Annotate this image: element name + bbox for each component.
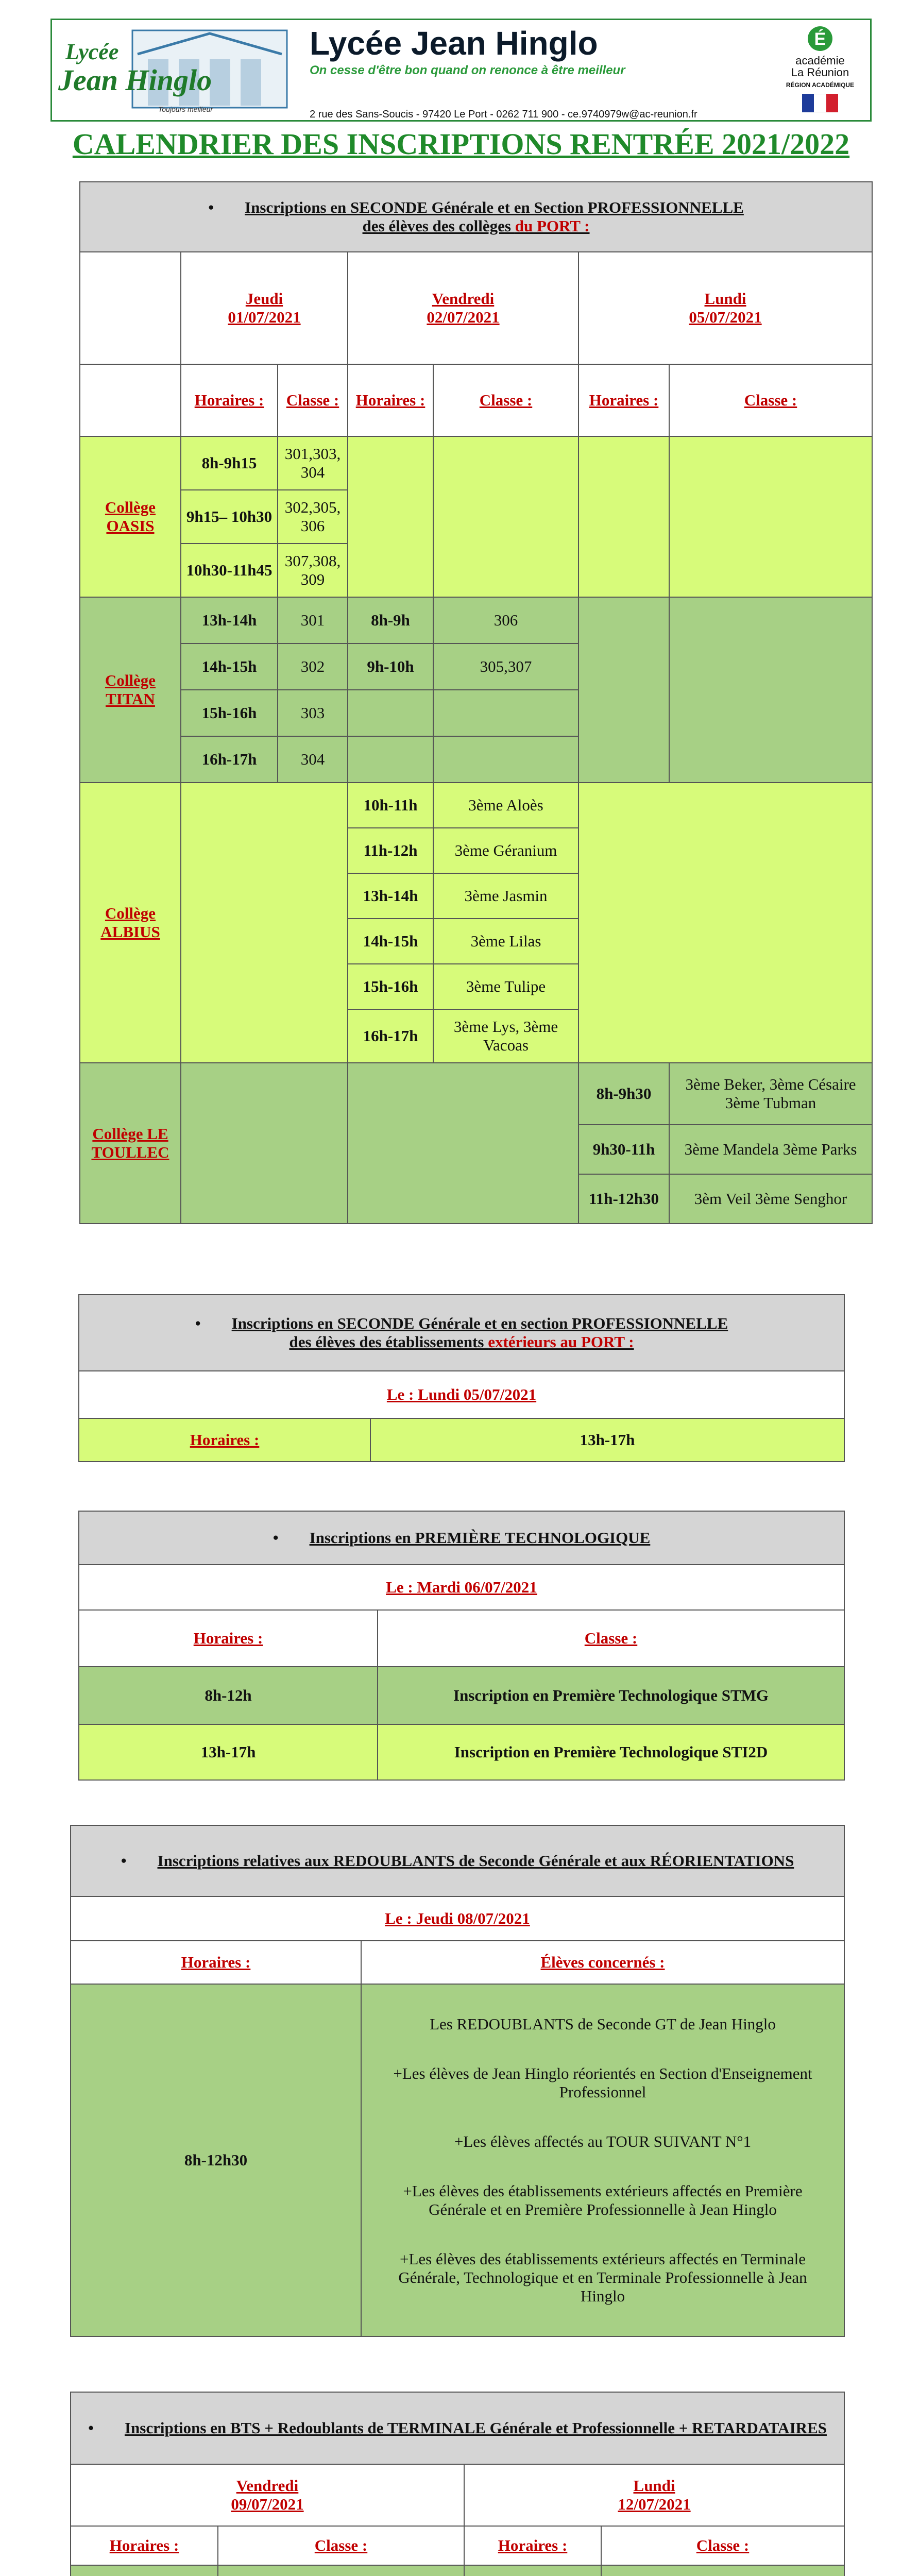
time-slot: 8h-9h30 <box>578 1063 669 1125</box>
time-slot <box>71 2565 218 2576</box>
class-list: 3ème Jasmin <box>433 873 578 919</box>
col-horaires: Horaires : <box>578 364 669 436</box>
academie-name-2: La Réunion <box>791 66 849 79</box>
class-list: 3ème Mandela 3ème Parks <box>669 1125 872 1174</box>
col-classe: Classe : <box>278 364 348 436</box>
class-desc <box>601 2565 844 2576</box>
school-header <box>50 19 872 122</box>
college-titan: Collège TITAN <box>80 597 181 783</box>
section4-date: Le : Jeudi 08/07/2021 <box>385 1909 530 1927</box>
col-horaires: Horaires : <box>181 364 278 436</box>
time-slot: 13h-14h <box>348 873 433 919</box>
class-desc <box>218 2565 464 2576</box>
redoublants-table <box>70 1825 845 2337</box>
class-list: 301,303, 304 <box>278 436 348 490</box>
col-classe: Classe : <box>433 364 578 436</box>
logo-text-2: Jean Hinglo <box>58 63 212 97</box>
section2-date: Le : Lundi 05/07/2021 <box>386 1385 537 1403</box>
bts-table <box>70 2392 845 2576</box>
time-slot: 16h-17h <box>181 736 278 783</box>
col-horaires: Horaires : <box>348 364 433 436</box>
class-list: 303 <box>278 690 348 736</box>
section1-header: • Inscriptions en SECONDE Générale et en Section PROFESSIONNELLE des élèves des collèges du PORT : <box>80 182 872 252</box>
col-classe: Classe : <box>669 364 872 436</box>
class-list: 305,307 <box>433 643 578 690</box>
class-list: 3ème Lys, 3ème Vacoas <box>433 1009 578 1063</box>
class-list: 3ème Tulipe <box>433 964 578 1009</box>
time-slot: 14h-15h <box>348 919 433 964</box>
logo-text-1: Lycée <box>65 39 119 64</box>
school-logo <box>55 23 292 118</box>
class-list: 301 <box>278 597 348 643</box>
day-lundi: Lundi 12/07/2021 <box>464 2464 844 2526</box>
col-horaires: Horaires : <box>464 2526 601 2565</box>
section5-header: • Inscriptions en BTS + Redoublants de TERMINALE Générale et Professionnelle + RETARDATAIRES <box>71 2392 844 2464</box>
page-title: CALENDRIER DES INSCRIPTIONS RENTRÉE 2021/2022 <box>72 127 850 161</box>
eleves-item: +Les élèves de Jean Hinglo réorientés en Section d'Enseignement Professionnel <box>393 2064 812 2101</box>
eleves-list <box>361 1984 844 2336</box>
section4-header: • Inscriptions relatives aux REDOUBLANTS de Seconde Générale et aux RÉORIENTATIONS <box>71 1825 844 1896</box>
school-motto: On cesse d'être bon quand on renonce à être meilleur <box>310 63 625 77</box>
class-list: 3ème Géranium <box>433 828 578 873</box>
college-oasis: Collège OASIS <box>80 436 181 597</box>
school-name: Lycée Jean Hinglo <box>310 25 598 62</box>
time-slot: 11h-12h30 <box>578 1174 669 1224</box>
academie-logo <box>776 25 864 118</box>
class-list: 306 <box>433 597 578 643</box>
eleves-item: +Les élèves des établissements extérieurs affectés en Première Générale et en Première Professionnelle à Jean Hinglo <box>403 2182 803 2218</box>
col-eleves: Élèves concernés : <box>361 1941 844 1984</box>
college-albius: Collège ALBIUS <box>80 783 181 1063</box>
horaires-value: 13h-17h <box>370 1418 844 1462</box>
section3-header: • Inscriptions en PREMIÈRE TECHNOLOGIQUE <box>79 1511 844 1565</box>
class-list: 3ème Lilas <box>433 919 578 964</box>
day-thursday: Jeudi 01/07/2021 <box>181 252 348 364</box>
time-slot: 11h-12h <box>348 828 433 873</box>
class-list: 3èm Veil 3ème Senghor <box>669 1174 872 1224</box>
class-list: 302,305, 306 <box>278 490 348 544</box>
eleves-item: +Les élèves des établissements extérieurs affectés en Terminale Générale, Technologique et en Terminale Professionnelle à Jean Hinglo <box>398 2250 807 2305</box>
class-desc: Inscription en Première Technologique STMG <box>378 1667 844 1724</box>
svg-text:É: É <box>814 29 826 49</box>
time-slot: 13h-14h <box>181 597 278 643</box>
time-slot: 9h-10h <box>348 643 433 690</box>
school-address: 2 rue des Sans-Soucis - 97420 Le Port - 0262 711 900 - ce.9740979w@ac-reunion.fr <box>310 109 697 120</box>
horaires-label: Horaires : <box>79 1418 370 1462</box>
time-slot: 10h-11h <box>348 783 433 828</box>
time-slot <box>464 2565 601 2576</box>
college-port-table <box>79 181 873 1224</box>
time-slot: 10h30-11h45 <box>181 544 278 597</box>
brand-block <box>310 24 850 121</box>
time-slot: 16h-17h <box>348 1009 433 1063</box>
class-list: 302 <box>278 643 348 690</box>
time-slot: 15h-16h <box>348 964 433 1009</box>
college-toullec: Collège LE TOULLEC <box>80 1063 181 1224</box>
french-flag-icon <box>802 94 838 112</box>
time-slot: 8h-9h <box>348 597 433 643</box>
class-list: 304 <box>278 736 348 783</box>
time-slot: 9h30-11h <box>578 1125 669 1174</box>
class-desc: Inscription en Première Technologique STI2D <box>378 1724 844 1780</box>
academie-e-icon <box>805 25 836 52</box>
time-slot: 8h-12h <box>79 1667 378 1724</box>
eleves-item: Les REDOUBLANTS de Seconde GT de Jean Hinglo <box>430 2015 776 2033</box>
class-list: 3ème Aloès <box>433 783 578 828</box>
day-vendredi: Vendredi 09/07/2021 <box>71 2464 464 2526</box>
col-classe: Classe : <box>378 1610 844 1667</box>
logo-tagline: Toujours meilleur <box>158 105 213 113</box>
exterieurs-table <box>78 1294 845 1462</box>
section2-header: • Inscriptions en SECONDE Générale et en section PROFESSIONNELLE des élèves des établissements extérieurs au PORT : <box>79 1295 844 1371</box>
eleves-item: +Les élèves affectés au TOUR SUIVANT N°1 <box>454 2132 752 2150</box>
section3-date: Le : Mardi 06/07/2021 <box>386 1578 537 1596</box>
time-slot: 13h-17h <box>79 1724 378 1780</box>
col-horaires: Horaires : <box>71 2526 218 2565</box>
day-monday: Lundi 05/07/2021 <box>578 252 872 364</box>
time-slot: 15h-16h <box>181 690 278 736</box>
class-list: 307,308, 309 <box>278 544 348 597</box>
time-slot: 8h-12h30 <box>71 1984 361 2336</box>
day-friday: Vendredi 02/07/2021 <box>348 252 578 364</box>
col-classe: Classe : <box>601 2526 844 2565</box>
class-list: 3ème Beker, 3ème Césaire 3ème Tubman <box>669 1063 872 1125</box>
academie-name-1: académie <box>795 54 845 67</box>
time-slot: 9h15– 10h30 <box>181 490 278 544</box>
premiere-techno-table <box>78 1511 845 1781</box>
col-horaires: Horaires : <box>71 1941 361 1984</box>
time-slot: 14h-15h <box>181 643 278 690</box>
col-horaires: Horaires : <box>79 1610 378 1667</box>
time-slot: 8h-9h15 <box>181 436 278 490</box>
col-classe: Classe : <box>218 2526 464 2565</box>
academie-region: RÉGION ACADÉMIQUE <box>786 81 855 89</box>
